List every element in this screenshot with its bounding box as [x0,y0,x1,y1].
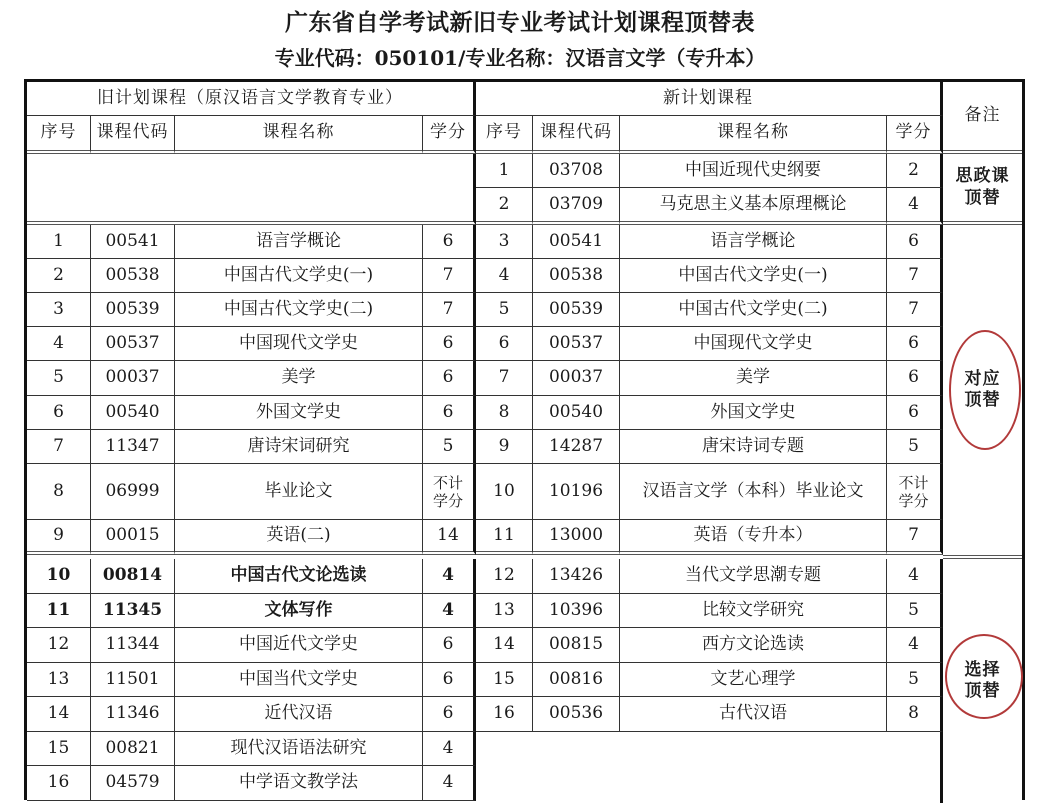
new-row-code: 13000 [533,520,620,555]
old-row-no: 3 [27,293,91,327]
new-row-no: 13 [476,594,533,629]
old-row-name: 中国古代文论选读 [175,559,423,594]
old-row-no: 15 [27,732,91,767]
old-row-credit: 4 [423,594,476,629]
old-row-credit: 4 [423,766,476,801]
new-row-credit: 4 [887,559,943,594]
remark-corresponding-line2: 顶替 [964,390,1001,410]
old-row-credit: 4 [423,732,476,767]
old-row-no: 10 [27,559,91,594]
old-row-name: 中国现代文学史 [175,327,423,361]
new-row-name: 西方文论选读 [620,628,887,663]
new-row-name: 当代文学思潮专题 [620,559,887,594]
old-row-name: 语言学概论 [175,225,423,259]
old-col-name: 课程名称 [175,116,423,154]
old-row-credit: 7 [423,293,476,327]
new-row-credit: 5 [887,594,943,629]
new-row-credit: 7 [887,259,943,293]
new-row-no: 4 [476,259,533,293]
remark-corresponding-line1: 对应 [964,368,1001,389]
old-row-code: 11346 [91,697,175,732]
remark-elective-line2: 顶替 [964,681,1001,701]
old-row-code: 00015 [91,520,175,555]
old-row-credit: 5 [423,430,476,464]
old-row-name: 外国文学史 [175,396,423,430]
red-circle-annotation [945,634,1023,719]
old-row-code: 11501 [91,663,175,698]
new-row-no: 6 [476,327,533,361]
old-row-name: 现代汉语语法研究 [175,732,423,767]
new-row-code: 00537 [533,327,620,361]
old-row-code: 00538 [91,259,175,293]
old-plan-header: 旧计划课程（原汉语言文学教育专业） [27,82,476,116]
old-row-code: 11345 [91,594,175,629]
document-title: 广东省自学考试新旧专业考试计划课程顶替表 [285,9,755,36]
new-row-name: 外国文学史 [620,396,887,430]
old-row-credit: 6 [423,396,476,430]
old-row-credit: 6 [423,327,476,361]
new-col-name: 课程名称 [620,116,887,154]
old-row-no: 9 [27,520,91,555]
new-row-code: 03708 [533,154,620,188]
old-row-credit: 不计学分 [423,464,476,520]
new-row-code: 00541 [533,225,620,259]
old-row-no: 5 [27,361,91,396]
replacement-table [24,79,1025,800]
new-row-name: 汉语言文学（本科）毕业论文 [620,464,887,520]
old-row-code: 11344 [91,628,175,663]
new-row-name: 中国现代文学史 [620,327,887,361]
new-row-credit: 4 [887,188,943,225]
old-row-credit: 7 [423,259,476,293]
new-row-no: 14 [476,628,533,663]
new-row-no: 8 [476,396,533,430]
remark-elective-line1: 选择 [964,659,1001,680]
old-row-credit: 6 [423,361,476,396]
new-row-credit: 7 [887,520,943,555]
old-row-no: 14 [27,697,91,732]
old-row-name: 文体写作 [175,594,423,629]
red-circle-annotation [949,330,1021,450]
new-row-no: 1 [476,154,533,188]
old-row-code: 00537 [91,327,175,361]
old-row-code: 06999 [91,464,175,520]
new-row-credit: 5 [887,430,943,464]
new-row-no: 3 [476,225,533,259]
old-row-credit: 6 [423,628,476,663]
old-row-code: 00037 [91,361,175,396]
old-row-credit: 6 [423,663,476,698]
old-col-code: 课程代码 [91,116,175,154]
new-row-credit: 6 [887,327,943,361]
new-row-no: 16 [476,697,533,732]
new-row-no: 5 [476,293,533,327]
new-row-credit: 7 [887,293,943,327]
new-row-credit: 6 [887,361,943,396]
old-col-no: 序号 [27,116,91,154]
new-row-name: 英语（专升本） [620,520,887,555]
new-row-credit: 6 [887,225,943,259]
new-row-credit: 5 [887,663,943,698]
new-row-no: 7 [476,361,533,396]
new-row-name: 语言学概论 [620,225,887,259]
new-row-credit: 2 [887,154,943,188]
new-row-code: 13426 [533,559,620,594]
remark-politics-line2: 顶替 [964,187,1001,208]
new-row-credit: 不计学分 [887,464,943,520]
new-row-name: 马克思主义基本原理概论 [620,188,887,225]
old-row-credit: 14 [423,520,476,555]
new-row-name: 唐宋诗词专题 [620,430,887,464]
new-row-credit: 6 [887,396,943,430]
new-row-name: 比较文学研究 [620,594,887,629]
old-row-no: 4 [27,327,91,361]
old-row-credit: 4 [423,559,476,594]
new-row-no: 15 [476,663,533,698]
old-row-credit: 6 [423,225,476,259]
new-row-code: 10196 [533,464,620,520]
new-row-code: 14287 [533,430,620,464]
new-col-code: 课程代码 [533,116,620,154]
old-row-no: 12 [27,628,91,663]
document-subtitle: 专业代码：050101/专业名称：汉语言文学（专升本） [274,46,766,70]
old-row-no: 6 [27,396,91,430]
new-row-name: 文艺心理学 [620,663,887,698]
new-plan-header: 新计划课程 [476,82,943,116]
remark-politics [943,154,1022,225]
remark-politics-line1: 思政课 [955,166,1010,187]
new-row-name: 美学 [620,361,887,396]
new-row-no: 11 [476,520,533,555]
new-row-no: 2 [476,188,533,225]
old-row-name: 中学语文教学法 [175,766,423,801]
new-row-no: 10 [476,464,533,520]
new-row-code: 10396 [533,594,620,629]
old-row-no: 7 [27,430,91,464]
old-row-no: 8 [27,464,91,520]
new-row-code: 00538 [533,259,620,293]
old-row-name: 中国古代文学史(二) [175,293,423,327]
new-row-code: 00540 [533,396,620,430]
new-row-code: 00037 [533,361,620,396]
new-row-code: 00816 [533,663,620,698]
old-row-code: 00539 [91,293,175,327]
old-row-no: 11 [27,594,91,629]
old-row-code: 11347 [91,430,175,464]
old-row-name: 美学 [175,361,423,396]
old-col-credit: 学分 [423,116,476,154]
new-row-no: 12 [476,559,533,594]
new-row-code: 00539 [533,293,620,327]
old-row-code: 00540 [91,396,175,430]
new-row-no: 9 [476,430,533,464]
remarks-header: 备注 [943,82,1022,154]
old-row-code: 00814 [91,559,175,594]
new-row-code: 00815 [533,628,620,663]
old-row-no: 1 [27,225,91,259]
old-row-code: 04579 [91,766,175,801]
old-row-code: 00541 [91,225,175,259]
old-row-no: 2 [27,259,91,293]
new-row-code: 00536 [533,697,620,732]
old-row-no: 13 [27,663,91,698]
new-row-name: 中国近现代史纲要 [620,154,887,188]
old-row-name: 中国古代文学史(一) [175,259,423,293]
new-row-name: 古代汉语 [620,697,887,732]
old-row-credit: 6 [423,697,476,732]
new-col-no: 序号 [476,116,533,154]
old-row-name: 中国当代文学史 [175,663,423,698]
old-row-name: 唐诗宋词研究 [175,430,423,464]
new-row-name: 中国古代文学史(二) [620,293,887,327]
new-row-name: 中国古代文学史(一) [620,259,887,293]
new-empty-cell [476,730,943,803]
old-row-name: 英语(二) [175,520,423,555]
old-empty-cell [27,154,476,225]
old-row-name: 毕业论文 [175,464,423,520]
old-row-code: 00821 [91,732,175,767]
old-row-no: 16 [27,766,91,801]
new-row-credit: 8 [887,697,943,732]
new-row-credit: 4 [887,628,943,663]
new-col-credit: 学分 [887,116,943,154]
old-row-name: 近代汉语 [175,697,423,732]
old-row-name: 中国近代文学史 [175,628,423,663]
new-row-code: 03709 [533,188,620,225]
